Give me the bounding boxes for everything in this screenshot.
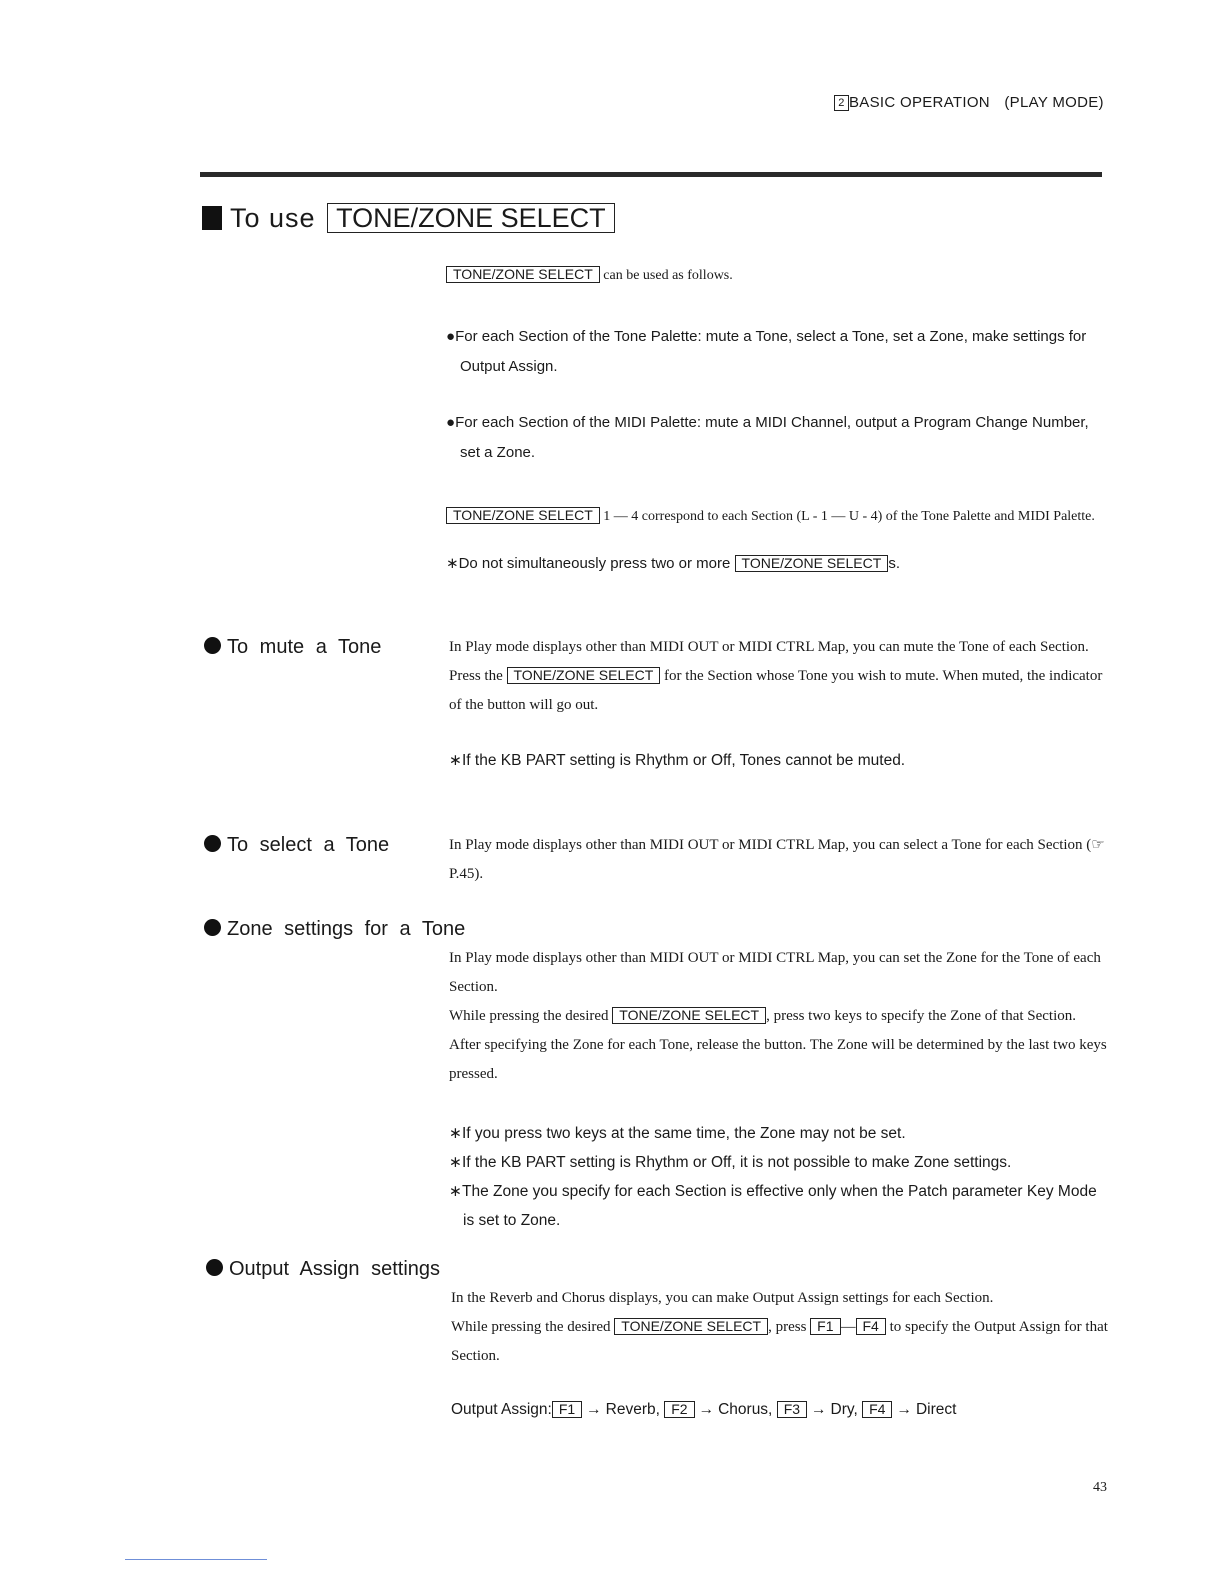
- intro-bullet-1: ●For each Section of the Tone Palette: mute a Tone, select a Tone, set a Zone, make settings for Output Assign.: [446, 328, 1087, 375]
- mute-note: ∗If the KB PART setting is Rhythm or Off, Tones cannot be muted.: [449, 752, 906, 769]
- bullet-icon: ●: [446, 414, 456, 431]
- zone-settings-body: [449, 944, 1107, 1235]
- intro-note-button-label: TONE/ZONE SELECT: [735, 555, 889, 572]
- assign-value-dry: Dry,: [830, 1401, 858, 1418]
- heading-select-tone: To select a Tone: [204, 834, 389, 857]
- mute-text-1: In Play mode displays other than MIDI OUT or MIDI CTRL Map, you can mute the Tone of each Section.: [449, 639, 1089, 655]
- chapter-badge: 2: [834, 95, 849, 111]
- intro-note-prefix: ∗Do not simultaneously press two or more: [446, 555, 731, 572]
- bullet-icon: ●: [446, 328, 456, 345]
- intro-button-label: TONE/ZONE SELECT: [446, 266, 600, 283]
- assign-key-f2: F2: [664, 1401, 694, 1418]
- zone-while-suffix: , press two keys to specify the Zone of that Section. After specifying the Zone for each Tone, release the button. The Zone will be determined by the last two keys pressed.: [449, 1008, 1107, 1082]
- output-f-start-label: F1: [810, 1318, 840, 1335]
- arrow-icon: →: [586, 1401, 602, 1418]
- title-prefix: To use: [230, 203, 316, 233]
- zone-note-3: ∗The Zone you specify for each Section is effective only when the Patch parameter Key Mode is set to Zone.: [449, 1183, 1097, 1229]
- header-mode: (PLAY MODE): [1004, 94, 1104, 111]
- page-number: 43: [1093, 1480, 1107, 1495]
- select-text: In Play mode displays other than MIDI OUT or MIDI CTRL Map, you can select a Tone for each Section (☞P.45).: [449, 837, 1105, 882]
- mute-button-label: TONE/ZONE SELECT: [507, 667, 661, 684]
- intro-section: [446, 266, 1106, 572]
- output-while-suffix: to specify the Output Assign for that Section.: [451, 1319, 1108, 1364]
- heading-mute-tone: To mute a Tone: [204, 636, 381, 659]
- intro-text: can be used as follows.: [603, 268, 733, 283]
- mute-press-suffix: for the Section whose Tone you wish to mute. When muted, the indicator of the button will go out.: [449, 668, 1103, 713]
- heading-zone-settings: Zone settings for a Tone: [204, 918, 465, 941]
- assign-value-direct: Direct: [915, 1401, 957, 1418]
- assign-value-chorus: Chorus,: [718, 1401, 773, 1418]
- correspond-text: 1 — 4 correspond to each Section (L - 1 — U - 4) of the Tone Palette and MIDI Palette.: [603, 509, 1095, 524]
- assign-key-f4: F4: [862, 1401, 892, 1418]
- title-button-label: TONE/ZONE SELECT: [327, 203, 615, 233]
- correspond-button-label: TONE/ZONE SELECT: [446, 507, 600, 524]
- output-list-label: Output Assign:: [451, 1401, 552, 1418]
- output-assign-list: [451, 1395, 1109, 1424]
- assign-key-f3: F3: [777, 1401, 807, 1418]
- zone-button-label: TONE/ZONE SELECT: [612, 1007, 766, 1024]
- running-header: [834, 94, 1104, 111]
- bullet-icon: [206, 1259, 223, 1276]
- assign-key-f1: F1: [552, 1401, 582, 1418]
- intro-note-suffix: s.: [888, 555, 900, 572]
- intro-bullet-2: ●For each Section of the MIDI Palette: mute a MIDI Channel, output a Program Change Number, set a Zone.: [446, 414, 1089, 461]
- page-title: [202, 203, 615, 234]
- zone-note-1: ∗If you press two keys at the same time, the Zone may not be set.: [449, 1125, 906, 1142]
- mute-press-prefix: Press the: [449, 668, 503, 684]
- bullet-icon: [204, 919, 221, 936]
- arrow-icon: →: [698, 1401, 715, 1418]
- arrow-icon: →: [896, 1401, 912, 1418]
- mute-tone-body: [449, 633, 1107, 775]
- bullet-icon: [204, 637, 221, 654]
- output-press-word: , press: [768, 1319, 807, 1335]
- header-title: BASIC OPERATION: [849, 94, 990, 111]
- square-bullet-icon: [202, 206, 222, 230]
- output-f-end-label: F4: [856, 1318, 886, 1335]
- output-button-label: TONE/ZONE SELECT: [614, 1318, 768, 1335]
- arrow-icon: →: [811, 1401, 827, 1418]
- output-assign-body: [451, 1284, 1109, 1424]
- zone-note-2: ∗If the KB PART setting is Rhythm or Off, it is not possible to make Zone settings.: [449, 1154, 1012, 1171]
- header-rule: [200, 172, 1102, 177]
- output-dash: —: [840, 1319, 856, 1335]
- select-tone-body: [449, 831, 1107, 889]
- scan-mark: [125, 1559, 267, 1560]
- output-text-1: In the Reverb and Chorus displays, you can make Output Assign settings for each Section.: [451, 1290, 994, 1306]
- zone-while-prefix: While pressing the desired: [449, 1008, 609, 1024]
- heading-output-assign: Output Assign settings: [206, 1258, 440, 1281]
- output-while-prefix: While pressing the desired: [451, 1319, 611, 1335]
- assign-value-reverb: Reverb,: [605, 1401, 660, 1418]
- bullet-icon: [204, 835, 221, 852]
- zone-text-1: In Play mode displays other than MIDI OUT or MIDI CTRL Map, you can set the Zone for the Tone of each Section.: [449, 950, 1101, 995]
